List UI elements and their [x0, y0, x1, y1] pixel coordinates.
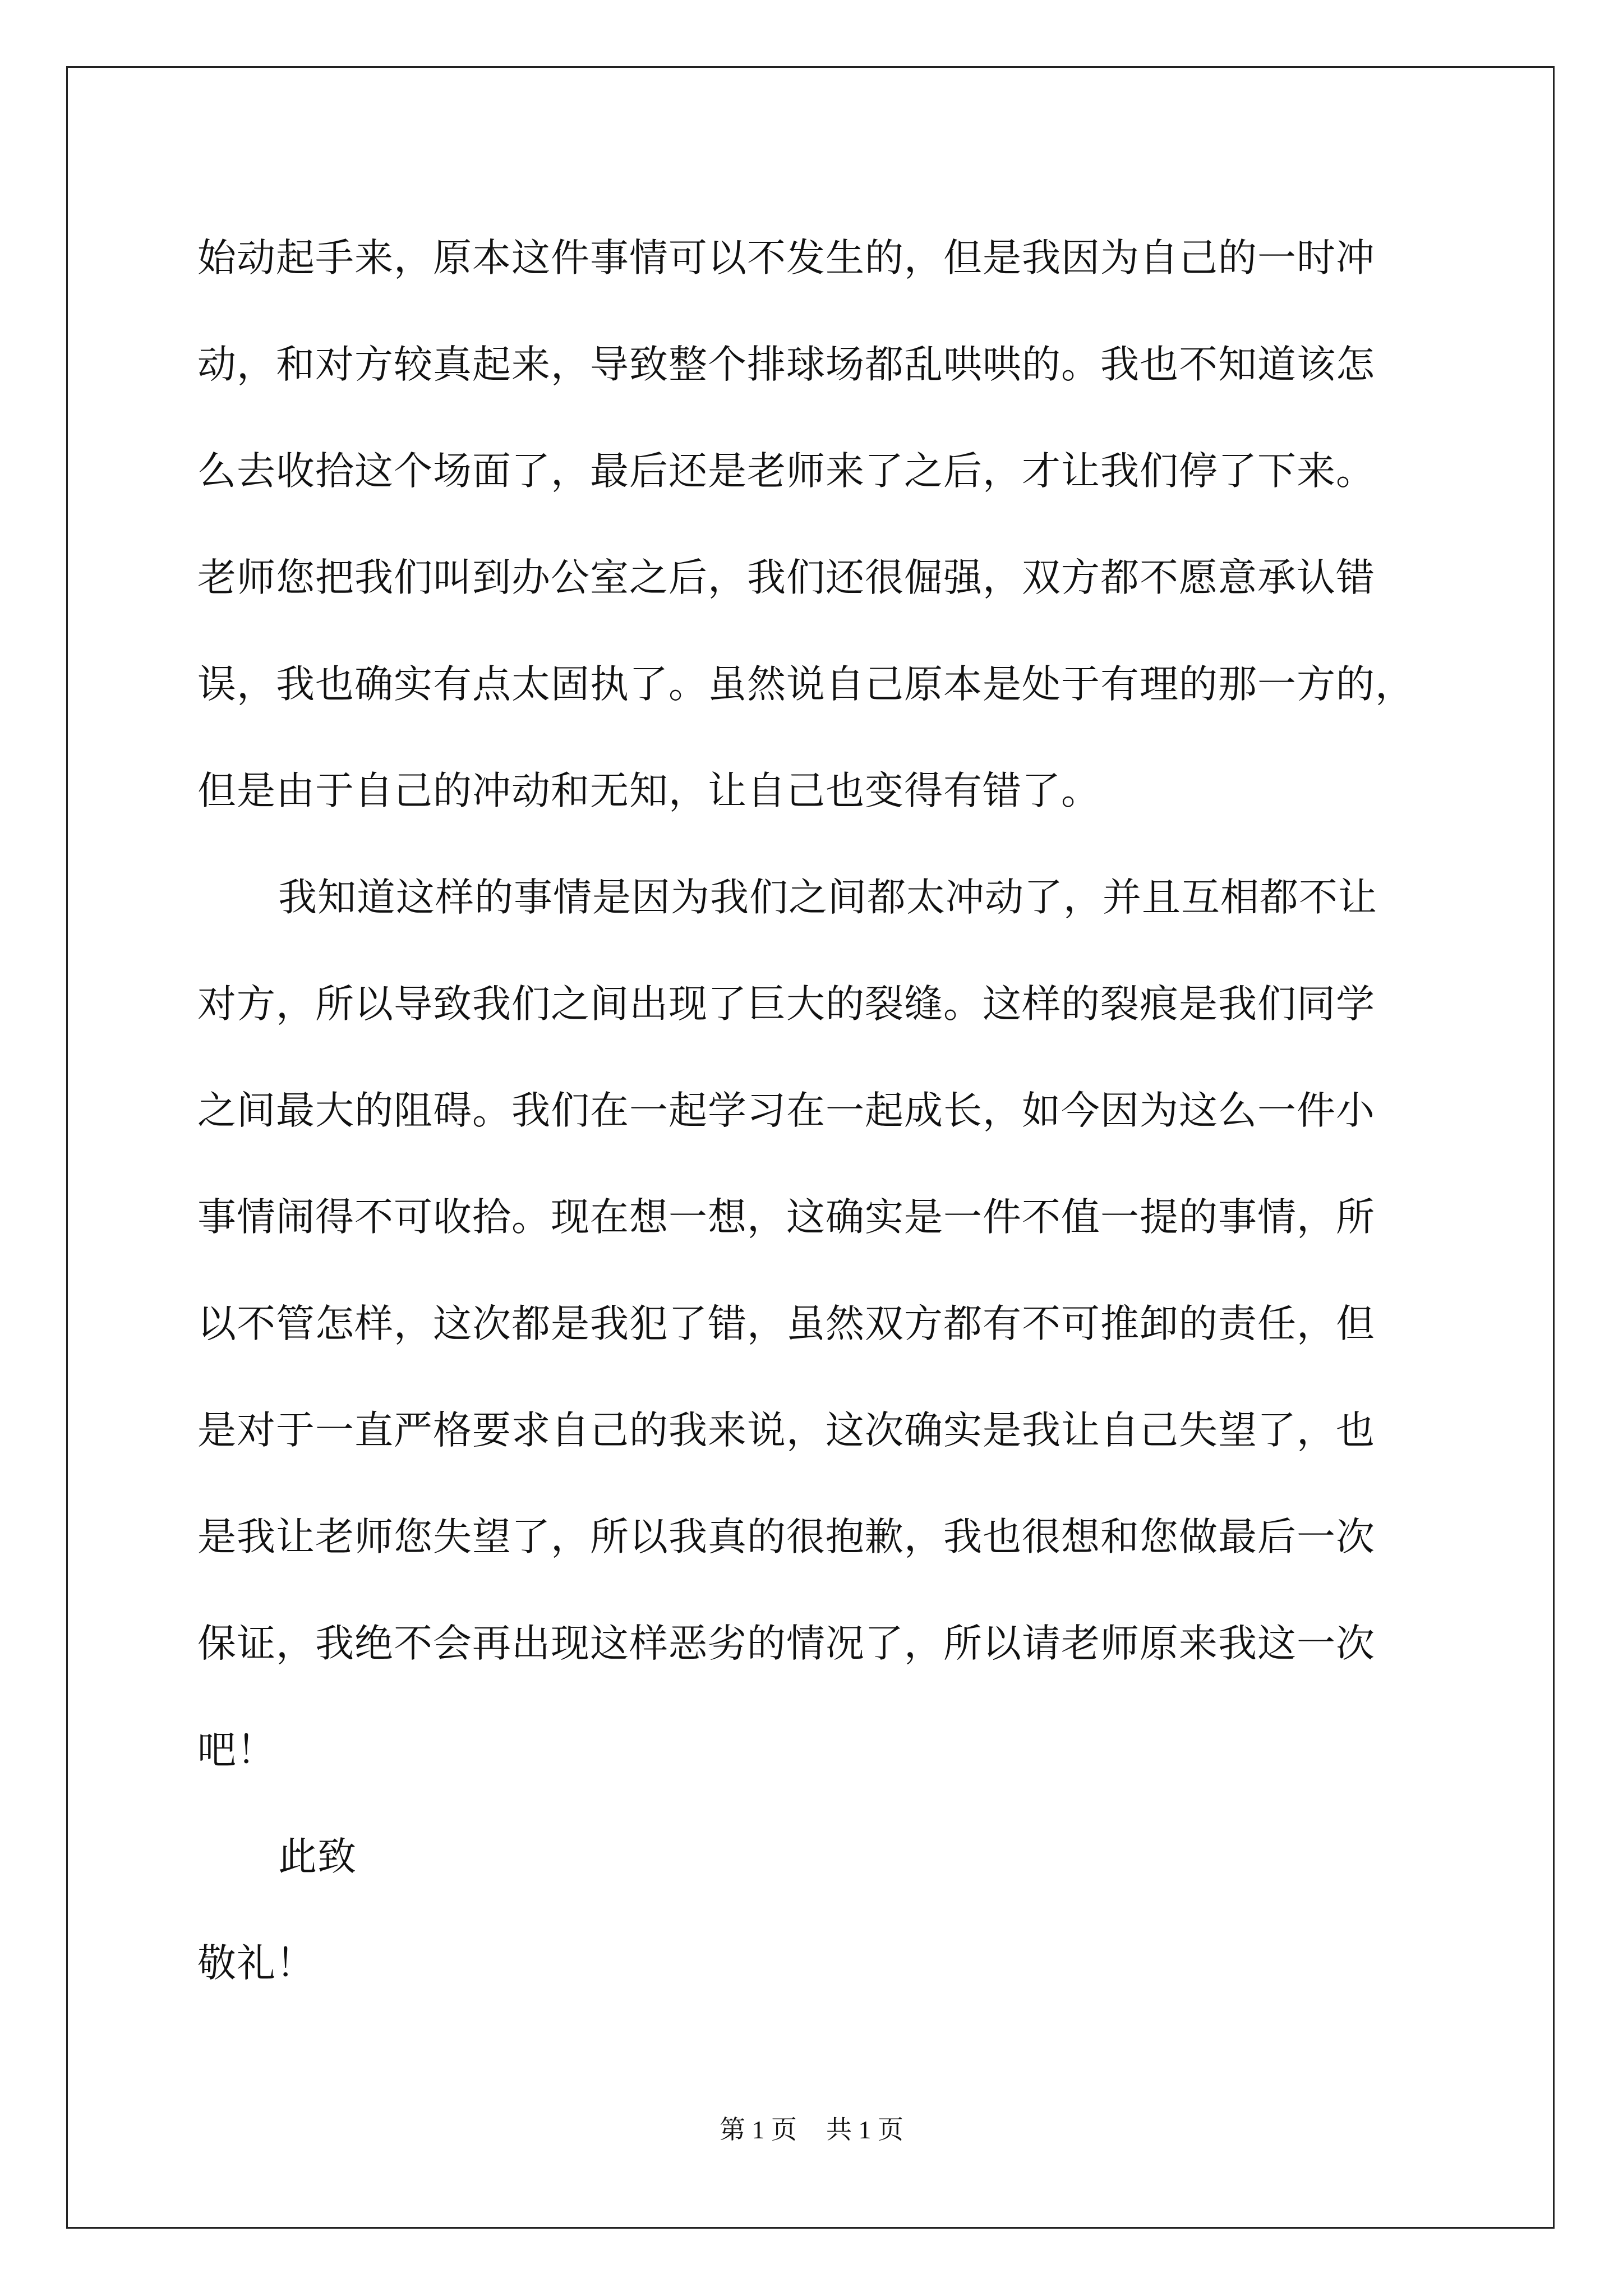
paragraph-line: 么去收拾这个场面了，最后还是老师来了之后，才让我们停了下来。 [197, 449, 1375, 494]
paragraph-line: 误，我也确实有点太固执了。虽然说自己原本是处于有理的那一方的， [197, 662, 1414, 707]
paragraph-line: 但是由于自己的冲动和无知，让自己也变得有错了。 [197, 769, 1100, 813]
salutation-line: 敬礼！ [197, 1941, 315, 1986]
paragraph-line: 是我让老师您失望了，所以我真的很抱歉，我也很想和您做最后一次 [197, 1515, 1375, 1559]
letter-body [197, 205, 1437, 2017]
paragraph-line: 我知道这样的事情是因为我们之间都太冲动了，并且互相都不让 [278, 875, 1377, 920]
page-footer [0, 2109, 1623, 2146]
paragraph-line: 老师您把我们叫到办公室之后，我们还很倔强，双方都不愿意承认错 [197, 555, 1375, 600]
paragraph-line: 是对于一直严格要求自己的我来说，这次确实是我让自己失望了，也 [197, 1408, 1375, 1453]
paragraph-line: 始动起手来，原本这件事情可以不发生的，但是我因为自己的一时冲 [197, 236, 1375, 280]
paragraph-line: 动，和对方较真起来，导致整个排球场都乱哄哄的。我也不知道该怎 [197, 342, 1375, 387]
paragraph-line: 以不管怎样，这次都是我犯了错，虽然双方都有不可推卸的责任，但 [197, 1301, 1375, 1346]
page-total: 共 1 页 [826, 2115, 903, 2144]
paragraph-line: 事情闹得不可收拾。现在想一想，这确实是一件不值一提的事情，所 [197, 1195, 1375, 1240]
paragraph-line: 保证，我绝不会再出现这样恶劣的情况了，所以请老师原来我这一次 [197, 1621, 1375, 1666]
page-number: 第 1 页 [720, 2115, 797, 2144]
paragraph-line: 之间最大的阻碍。我们在一起学习在一起成长，如今因为这么一件小 [197, 1088, 1375, 1133]
paragraph-line: 吧！ [197, 1728, 276, 1773]
paragraph-line: 对方，所以导致我们之间出现了巨大的裂缝。这样的裂痕是我们同学 [197, 982, 1375, 1027]
closing-line: 此致 [278, 1834, 357, 1879]
